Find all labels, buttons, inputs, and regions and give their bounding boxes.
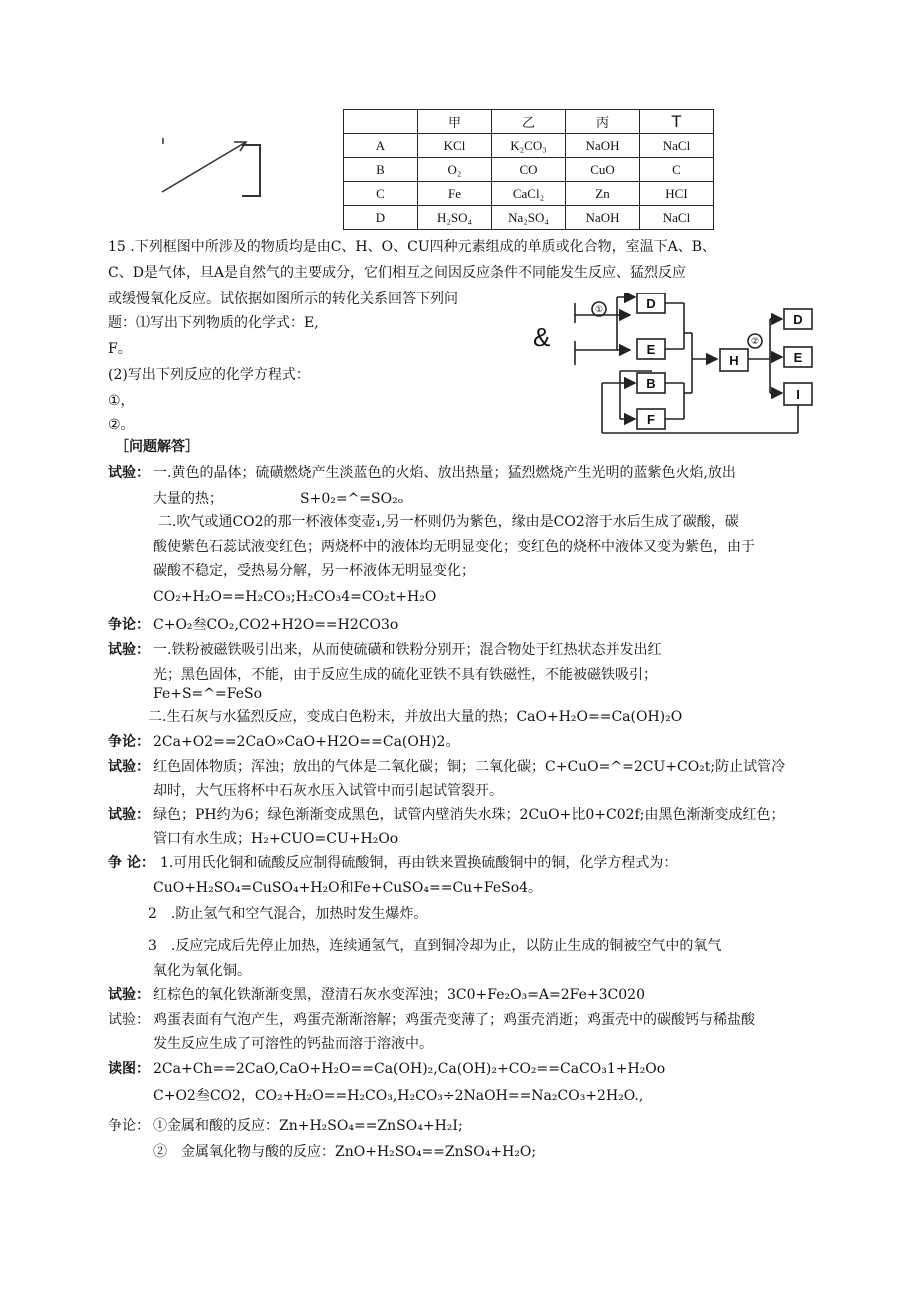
table-cell: NaCl bbox=[640, 206, 714, 230]
step-two-label: ② bbox=[750, 337, 760, 347]
q15-line-2: C、D是气体，旦A是自然气的主要成分，它们相互之间因反应条件不同能发生反应、猛烈反应 bbox=[108, 265, 687, 281]
answer-line: 1.可用氏化铜和硫酸反应制得硫酸铜，再由铁来置换硫酸铜中的铜，化学方程式为： bbox=[160, 855, 678, 871]
table-row bbox=[344, 134, 714, 158]
answer-line: 鸡蛋表面有气泡产生，鸡蛋壳渐渐溶解；鸡蛋壳变薄了；鸡蛋壳消逝；鸡蛋壳中的碳酸钙与稀盐酸 bbox=[153, 1012, 755, 1028]
table-cell: K₂CO₃ bbox=[492, 134, 566, 158]
table-header-cell: T bbox=[640, 110, 714, 134]
table-header-cell: 甲 bbox=[418, 110, 492, 134]
table-cell: Zn bbox=[566, 182, 640, 206]
answer-equation: S+0₂=^=SO₂ₒ bbox=[300, 491, 404, 507]
arrow-sketch bbox=[150, 130, 270, 210]
q15-line-5: F。 bbox=[108, 341, 132, 357]
answer-line: 光；黑色固体，不能，由于反应生成的硫化亚铁不具有铁磁性，不能被磁铁吸引； bbox=[153, 667, 657, 683]
answer-line: 2 .防止氢气和空气混合，加热时发生爆炸。 bbox=[148, 906, 428, 922]
table-cell: Na₂SO₄ bbox=[492, 206, 566, 230]
answer-equation: 管口有水生成；H₂+CUO=CU+H₂Oo bbox=[153, 831, 399, 847]
node-e2-label: E bbox=[793, 350, 803, 365]
table-row bbox=[344, 206, 714, 230]
table-row bbox=[344, 158, 714, 182]
answer-equation: CuO+H₂SO₄=CuSO₄+H₂O和Fe+CuSO₄==Cu+FeSo4。 bbox=[153, 880, 543, 896]
table-cell: H₂SO₄ bbox=[418, 206, 492, 230]
table-cell: O₂ bbox=[418, 158, 492, 182]
answer-line: 绿色；PH约为6；绿色渐渐变成黑色，试管内壁消失水珠；2CuO+比0+C02f;由黑色渐渐变成红色； bbox=[153, 807, 785, 823]
label-shiyan: 试验： bbox=[108, 987, 150, 1003]
label-zhenglun: 争 论： bbox=[108, 855, 155, 871]
answer-line: 二.生石灰与水猛烈反应，变成白色粉末，并放出大量的热；CaO+H₂O==Ca(OH)₂O bbox=[148, 709, 683, 725]
label-zhenglun: 争论： bbox=[108, 734, 150, 750]
sketch-bracket bbox=[242, 145, 260, 196]
q15-line-7: ①， bbox=[108, 393, 135, 409]
answer-line: 发生反应生成了可溶性的钙盐而溶于溶液中。 bbox=[153, 1036, 433, 1052]
answer-line: 酸使紫色石蕊试液变红色；两烧杯中的液体均无明显变化；变红色的烧杯中液体又变为紫色，由于 bbox=[153, 539, 755, 555]
label-shiyan: 试验： bbox=[108, 465, 150, 481]
answer-line: 氧化为氧化铜。 bbox=[153, 963, 251, 979]
table-cell: CO bbox=[492, 158, 566, 182]
answer-equation: ② 金属氧化物与酸的反应：ZnO+H₂SO₄==ZnSO₄+H₂O; bbox=[153, 1144, 537, 1160]
label-shiyan: 试验： bbox=[108, 1012, 150, 1028]
node-e-label: E bbox=[646, 342, 656, 357]
q15-line-4: 题：⑴写出下列物质的化学式：E, bbox=[108, 315, 319, 331]
ampersand-symbol: & bbox=[533, 322, 551, 352]
table-cell: CuO bbox=[566, 158, 640, 182]
answer-line: 碳酸不稳定，受热易分解，另一杯液体无明显变化； bbox=[153, 563, 475, 579]
node-d2-label: D bbox=[793, 312, 803, 327]
node-b-label: B bbox=[646, 376, 656, 391]
substance-table bbox=[343, 109, 714, 230]
answer-line: 一.铁粉被磁铁吸引出来，从而使硫磺和铁粉分别开；混合物处于红热状态并发出红 bbox=[153, 642, 662, 658]
node-d-label: D bbox=[646, 296, 656, 311]
q15-line-3: 或缓慢氧化反应。试依据如图所示的转化关系回答下列问 bbox=[108, 291, 458, 307]
label-zhenglun: 争论： bbox=[108, 1118, 150, 1134]
answer-equation: ①金属和酸的反应：Zn+H₂SO₄==ZnSO₄+H₂I; bbox=[153, 1118, 463, 1134]
answer-line: 一.黄色的晶体；硫磺燃烧产生淡蓝色的火焰、放出热量；猛烈燃烧产生光明的蓝紫色火焰,放出 bbox=[153, 465, 736, 481]
answer-equation: CO₂+H₂O==H₂CO₃;H₂CO₃4=CO₂t+H₂O bbox=[153, 589, 437, 605]
sketch-arrow-line bbox=[162, 142, 246, 192]
table-cell: NaOH bbox=[566, 206, 640, 230]
label-zhenglun: 争论： bbox=[108, 617, 150, 633]
answer-line: 大量的热； bbox=[153, 491, 223, 507]
q15-line-1: 15 .下列框图中所涉及的物质均是由C、H、O、CU四种元素组成的单质或化合物，室温下A、B、 bbox=[108, 239, 717, 255]
node-i-label: I bbox=[796, 387, 800, 402]
answer-equation: C+O2叁CO2，CO₂+H₂O==H₂CO₃,H₂CO₃÷2NaOH==Na₂CO₃+2H₂O., bbox=[153, 1088, 644, 1104]
table-header-cell: 乙 bbox=[492, 110, 566, 134]
table-cell: Fe bbox=[418, 182, 492, 206]
answer-line: 红色固体物质；浑浊；放出的气体是二氧化碳；铜；二氧化碳；C+CuO=^=2CU+CO₂t;防止试管冷 bbox=[153, 759, 786, 775]
label-shiyan: 试验： bbox=[108, 759, 150, 775]
answer-line: 红棕色的氧化铁渐渐变黑，澄清石灰水变浑浊；3C0+Fe₂O₃=A=2Fe+3C020 bbox=[153, 987, 645, 1003]
table-cell: CaCl₂ bbox=[492, 182, 566, 206]
table-cell: HCI bbox=[640, 182, 714, 206]
label-shiyan: 试验： bbox=[108, 807, 150, 823]
table-row bbox=[344, 182, 714, 206]
answer-line: 二.吹气或通CO2的那一杯液体变壶₁,另一杯则仍为紫色，缘由是CO2溶于水后生成了碳酸，碳 bbox=[158, 514, 739, 530]
table-cell: KCl bbox=[418, 134, 492, 158]
table-cell: NaCl bbox=[640, 134, 714, 158]
table-cell: B bbox=[344, 158, 418, 182]
q15-line-8: ②。 bbox=[108, 417, 135, 433]
table-cell: A bbox=[344, 134, 418, 158]
table-header-row bbox=[344, 110, 714, 134]
answer-equation: Fe+S=^=FeSo bbox=[153, 686, 262, 702]
answer-equation: 2Ca+O2==2CaO»CaO+H2O==Ca(OH)2。 bbox=[153, 734, 460, 750]
table-cell: C bbox=[640, 158, 714, 182]
answer-line: 却时，大气压将杯中石灰水压入试管中而引起试管裂开。 bbox=[153, 783, 503, 799]
q15-line-6: (2)写出下列反应的化学方程式： bbox=[108, 367, 310, 383]
label-dutu: 读图： bbox=[108, 1061, 150, 1077]
flow-diagram bbox=[572, 293, 832, 443]
table-cell: C bbox=[344, 182, 418, 206]
table-cell: NaOH bbox=[566, 134, 640, 158]
label-shiyan: 试验： bbox=[108, 642, 150, 658]
table-cell: D bbox=[344, 206, 418, 230]
answers-heading: ［问题解答］ bbox=[115, 439, 199, 455]
table-header-cell: 丙 bbox=[566, 110, 640, 134]
node-h-label: H bbox=[729, 353, 739, 368]
step-one-label: ① bbox=[594, 305, 604, 315]
table-cell bbox=[344, 110, 418, 134]
answer-line: 3 .反应完成后先停止加热，连续通氢气，直到铜冷却为止，以防止生成的铜被空气中的氧气 bbox=[148, 938, 722, 954]
answer-equation: C+O₂叁CO₂,CO2+H2O==H2CO3o bbox=[153, 617, 399, 633]
node-f-label: F bbox=[647, 412, 655, 427]
answer-equation: 2Ca+Ch==2CaO,CaO+H₂O==Ca(OH)₂,Ca(OH)₂+CO₂==CaCO₃1+H₂Oo bbox=[153, 1061, 666, 1077]
